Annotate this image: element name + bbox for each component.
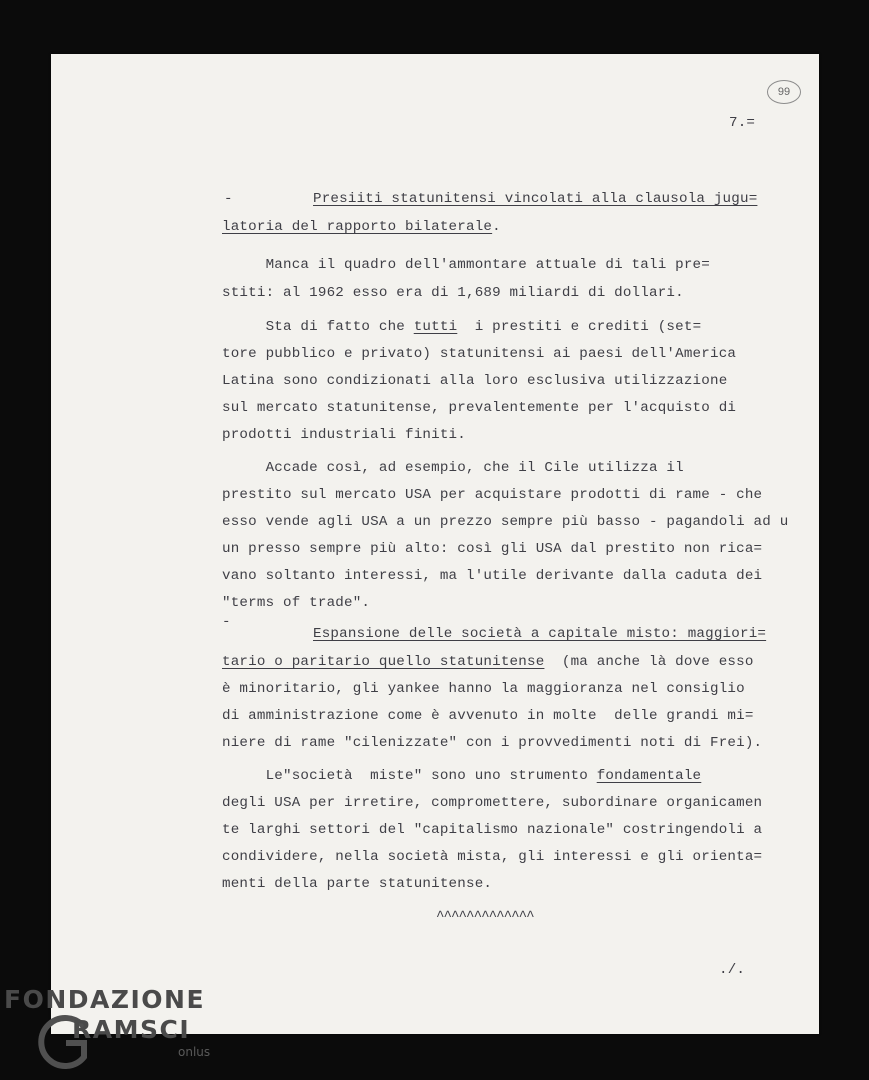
paragraph-line: Manca il quadro dell'ammontare attuale di tali pre= — [222, 257, 710, 273]
section-heading: Espansione delle società a capitale misto: maggiori= — [313, 626, 767, 642]
paragraph-line: Le"società miste" sono uno strumento fondamentale — [222, 768, 702, 784]
paragraph-line: "terms of trade". — [222, 595, 371, 611]
page-number: 7.= — [729, 115, 756, 131]
end-marks: ^^^^^^^^^^^^^ — [436, 909, 534, 925]
paragraph-line: Sta di fatto che tutti i prestiti e crediti (set= — [222, 319, 702, 335]
continuation-mark: ./. — [719, 962, 746, 978]
logo-line1: FONDAZIONE — [4, 985, 206, 1014]
section-heading-cont: latoria del rapporto bilaterale. — [222, 219, 501, 235]
paragraph-line: condividere, nella società mista, gli interessi e gli orienta= — [222, 849, 763, 865]
paragraph-line: di amministrazione come è avvenuto in molte delle grandi mi= — [222, 708, 754, 724]
paragraph-line: è minoritario, gli yankee hanno la maggioranza nel consiglio — [222, 681, 745, 697]
logo-line2: RAMSCI — [72, 1015, 191, 1044]
paragraph-line: un presso sempre più alto: così gli USA dal prestito non rica= — [222, 541, 763, 557]
paragraph-line: degli USA per irretire, compromettere, subordinare organicamen — [222, 795, 763, 811]
paragraph-line: niere di rame "cilenizzate" con i provvedimenti noti di Frei). — [222, 735, 763, 751]
paragraph-line: prestito sul mercato USA per acquistare prodotti di rame - che — [222, 487, 763, 503]
archive-number-stamp: 99 — [767, 80, 801, 104]
document-page — [51, 54, 819, 1034]
paragraph-line: esso vende agli USA a un prezzo sempre più basso - pagandoli ad u — [222, 514, 789, 530]
paragraph-line: prodotti industriali finiti. — [222, 427, 466, 443]
paragraph-line: vano soltanto interessi, ma l'utile derivante dalla caduta dei — [222, 568, 763, 584]
section-dash: - — [224, 191, 233, 207]
section-heading-cont: tario o paritario quello statunitense (ma anche là dove esso — [222, 654, 754, 670]
paragraph-line: sul mercato statunitense, prevalentemente per l'acquisto di — [222, 400, 737, 416]
fondazione-gramsci-logo — [4, 985, 264, 1080]
paragraph-line: menti della parte statunitense. — [222, 876, 493, 892]
paragraph-line: te larghi settori del "capitalismo nazionale" costringendoli a — [222, 822, 763, 838]
logo-onlus: onlus — [178, 1045, 211, 1059]
section-dash: - — [222, 614, 231, 630]
paragraph-line: tore pubblico e privato) statunitensi ai paesi dell'America — [222, 346, 737, 362]
paragraph-line: Latina sono condizionati alla loro esclusiva utilizzazione — [222, 373, 728, 389]
paragraph-line: stiti: al 1962 esso era di 1,689 miliardi di dollari. — [222, 285, 684, 301]
section-heading: Presiiti statunitensi vincolati alla clausola jugu= — [313, 191, 758, 207]
paragraph-line: Accade così, ad esempio, che il Cile utilizza il — [222, 460, 684, 476]
